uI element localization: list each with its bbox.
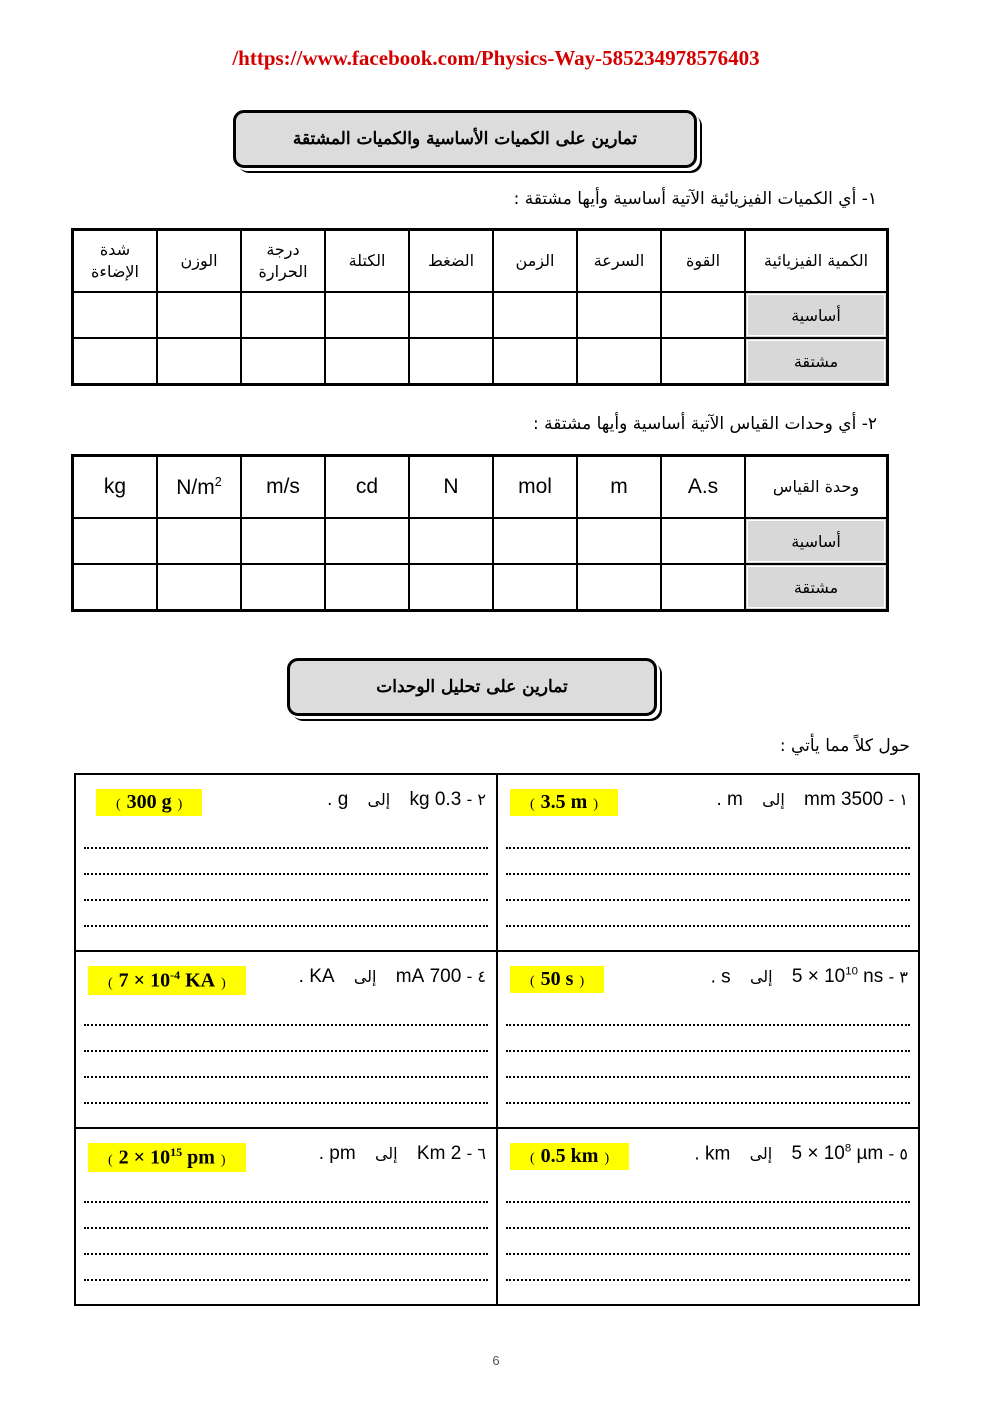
col-mass: الكتلة xyxy=(325,230,409,292)
blank-cell xyxy=(157,518,241,564)
blank-cell xyxy=(409,292,493,338)
blank-cell xyxy=(577,564,661,610)
blank-cell xyxy=(493,518,577,564)
from-base: 5 × 10 xyxy=(791,966,846,988)
blank-cell xyxy=(577,292,661,338)
blank-cell xyxy=(157,564,241,610)
paren: ( xyxy=(530,1151,535,1166)
blank-cell xyxy=(73,292,157,338)
answer-line xyxy=(84,899,488,901)
answer-line xyxy=(506,925,910,927)
answer-unit: pm xyxy=(182,1146,215,1169)
unit-m: m xyxy=(577,456,661,518)
from-exponent: 10 xyxy=(845,966,858,978)
problem-number: ٣ - xyxy=(888,967,908,987)
problem-number: ١ - xyxy=(888,790,908,809)
problem-number: ٤ - xyxy=(466,967,486,986)
row-label-basic: أساسية xyxy=(745,518,887,564)
paren: ( xyxy=(108,1152,113,1168)
blank-cell xyxy=(493,338,577,384)
answer-base: 2 × 10 xyxy=(118,1146,171,1169)
problem-number: ٢ - xyxy=(466,790,486,809)
unit-n-per-m-exponent: 2 xyxy=(214,474,222,489)
header-unit-label: وحدة القياس xyxy=(745,456,887,518)
answer-value: 0.5 km xyxy=(540,1145,599,1167)
problem-to: m . xyxy=(716,789,743,810)
col-luminous-intensity: شدة الإضاءة xyxy=(73,230,157,292)
answer-line xyxy=(506,1227,910,1229)
unit-n-per-m2 xyxy=(157,456,241,518)
problem-2-answer xyxy=(96,789,202,816)
blank-cell xyxy=(73,338,157,384)
unit-n: N xyxy=(409,456,493,518)
problem-to: KA . xyxy=(298,966,335,987)
blank-cell xyxy=(409,564,493,610)
blank-cell xyxy=(325,338,409,384)
problem-from: 700 mA xyxy=(395,966,462,987)
blank-cell xyxy=(661,564,745,610)
answer-line xyxy=(506,1050,910,1052)
header-quantity-label: الكمية الفيزيائية xyxy=(745,230,887,292)
paren: ) xyxy=(177,797,183,812)
problem-to: s . xyxy=(710,966,731,988)
row-label-derived: مشتقة xyxy=(745,564,887,610)
unit-a-s: A.s xyxy=(661,456,745,518)
answer-line xyxy=(84,847,488,849)
blank-cell xyxy=(241,564,325,610)
problem-3-answer xyxy=(510,966,604,993)
connector-to: إلى xyxy=(749,1144,773,1164)
blank-cell xyxy=(493,564,577,610)
blank-cell xyxy=(157,292,241,338)
answer-line xyxy=(506,1201,910,1203)
answer-line xyxy=(84,925,488,927)
problem-from xyxy=(792,1143,884,1164)
answer-line xyxy=(506,1279,910,1281)
problem-to: pm . xyxy=(318,1143,356,1164)
row-label-basic: أساسية xyxy=(745,292,887,338)
row-label-derived: مشتقة xyxy=(745,338,887,384)
blank-cell xyxy=(325,518,409,564)
problem-cell xyxy=(75,951,497,1128)
blank-cell xyxy=(661,338,745,384)
problem-from: 3500 mm xyxy=(804,789,884,810)
col-time: الزمن xyxy=(493,230,577,292)
unit-m-per-s: m/s xyxy=(241,456,325,518)
answer-line xyxy=(84,1253,488,1255)
answer-line xyxy=(506,873,910,875)
blank-cell xyxy=(73,564,157,610)
facebook-url: /https://www.facebook.com/Physics-Way-585234978576403 xyxy=(232,46,760,70)
question-2: ٢- أي وحدات القياس الآتية أساسية وأيها مشتقة : xyxy=(532,414,877,434)
paren: ) xyxy=(221,975,226,991)
blank-cell xyxy=(241,338,325,384)
answer-line xyxy=(84,1201,488,1203)
answer-line xyxy=(84,1102,488,1104)
connector-to: إلى xyxy=(762,790,785,809)
problem-6-statement xyxy=(319,1143,486,1165)
problem-cell xyxy=(75,1128,497,1305)
problem-to: km . xyxy=(694,1143,731,1165)
unit-mol: mol xyxy=(493,456,577,518)
col-force: القوة xyxy=(661,230,745,292)
answer-line xyxy=(84,1050,488,1052)
problem-4-statement xyxy=(299,966,486,988)
from-exponent: 8 xyxy=(844,1143,852,1155)
answer-line xyxy=(84,873,488,875)
answer-line xyxy=(506,1253,910,1255)
answer-line xyxy=(506,1024,910,1026)
problem-4-answer xyxy=(88,966,246,995)
question-1: ١- أي الكميات الفيزيائية الآتية أساسية وأيها مشتقة : xyxy=(513,189,877,209)
answer-line xyxy=(84,1024,488,1026)
paren: ) xyxy=(220,1152,226,1168)
blank-cell xyxy=(325,564,409,610)
section1-banner: تمارين على الكميات الأساسية والكميات المشتقة xyxy=(233,110,697,168)
problem-2-statement xyxy=(327,789,486,811)
from-base: 5 × 10 xyxy=(791,1143,845,1165)
paren: ) xyxy=(579,974,585,989)
quantities-table xyxy=(71,228,889,386)
col-pressure: الضغط xyxy=(409,230,493,292)
unit-n-per-m-base: N/m xyxy=(176,475,215,499)
blank-cell xyxy=(325,292,409,338)
problem-from: 2 Km xyxy=(416,1143,462,1164)
blank-cell xyxy=(409,338,493,384)
paren: ( xyxy=(530,797,535,812)
blank-cell xyxy=(493,292,577,338)
blank-cell xyxy=(241,292,325,338)
answer-line xyxy=(84,1227,488,1229)
blank-cell xyxy=(409,518,493,564)
problem-to: g . xyxy=(327,789,349,810)
conversion-instruction: حول كلاً مما يأتي : xyxy=(779,736,910,756)
unit-cd: cd xyxy=(325,456,409,518)
answer-value: 3.5 m xyxy=(540,791,588,813)
from-unit: µm xyxy=(851,1143,884,1165)
col-speed: السرعة xyxy=(577,230,661,292)
answer-line xyxy=(84,1279,488,1281)
problem-5-statement xyxy=(694,1143,908,1165)
answer-line xyxy=(506,1102,910,1104)
answer-value: 300 g xyxy=(126,791,172,813)
answer-line xyxy=(506,899,910,901)
problem-from xyxy=(792,966,883,987)
connector-to: إلى xyxy=(367,790,391,809)
col-temperature: درجة الحرارة xyxy=(241,230,325,292)
problem-number: ٥ - xyxy=(888,1144,908,1164)
answer-exponent: -4 xyxy=(170,968,181,982)
paren: ) xyxy=(604,1151,610,1166)
problem-cell xyxy=(497,951,919,1128)
paren: ( xyxy=(116,797,121,812)
problem-cell xyxy=(497,774,919,951)
paren: ( xyxy=(108,975,113,991)
conversion-table xyxy=(74,773,920,1306)
section2-banner: تمارين على تحليل الوحدات xyxy=(287,658,657,716)
blank-cell xyxy=(661,292,745,338)
problem-cell xyxy=(497,1128,919,1305)
units-table xyxy=(71,454,889,612)
answer-base: 7 × 10 xyxy=(118,969,171,992)
problem-3-statement xyxy=(711,966,908,988)
blank-cell xyxy=(241,518,325,564)
problem-from: 0.3 kg xyxy=(409,789,462,810)
page-number: 6 xyxy=(492,1353,500,1368)
answer-unit: KA xyxy=(180,969,216,992)
answer-exponent: 15 xyxy=(170,1145,183,1159)
blank-cell xyxy=(661,518,745,564)
paren: ( xyxy=(530,974,535,989)
unit-kg: kg xyxy=(73,456,157,518)
problem-6-answer xyxy=(88,1143,246,1172)
paren: ) xyxy=(593,797,599,812)
connector-to: إلى xyxy=(374,1144,398,1163)
connector-to: إلى xyxy=(749,967,773,987)
blank-cell xyxy=(157,338,241,384)
blank-cell xyxy=(73,518,157,564)
col-weight: الوزن xyxy=(157,230,241,292)
blank-cell xyxy=(577,338,661,384)
answer-line xyxy=(506,1076,910,1078)
blank-cell xyxy=(577,518,661,564)
answer-line xyxy=(84,1076,488,1078)
answer-line xyxy=(506,847,910,849)
problem-5-answer xyxy=(510,1143,629,1170)
problem-cell xyxy=(75,774,497,951)
connector-to: إلى xyxy=(353,967,377,986)
problem-1-answer xyxy=(510,789,618,816)
answer-value: 50 s xyxy=(540,968,574,990)
problem-1-statement xyxy=(716,789,908,811)
from-unit: ns xyxy=(857,966,884,988)
problem-number: ٦ - xyxy=(466,1144,486,1163)
